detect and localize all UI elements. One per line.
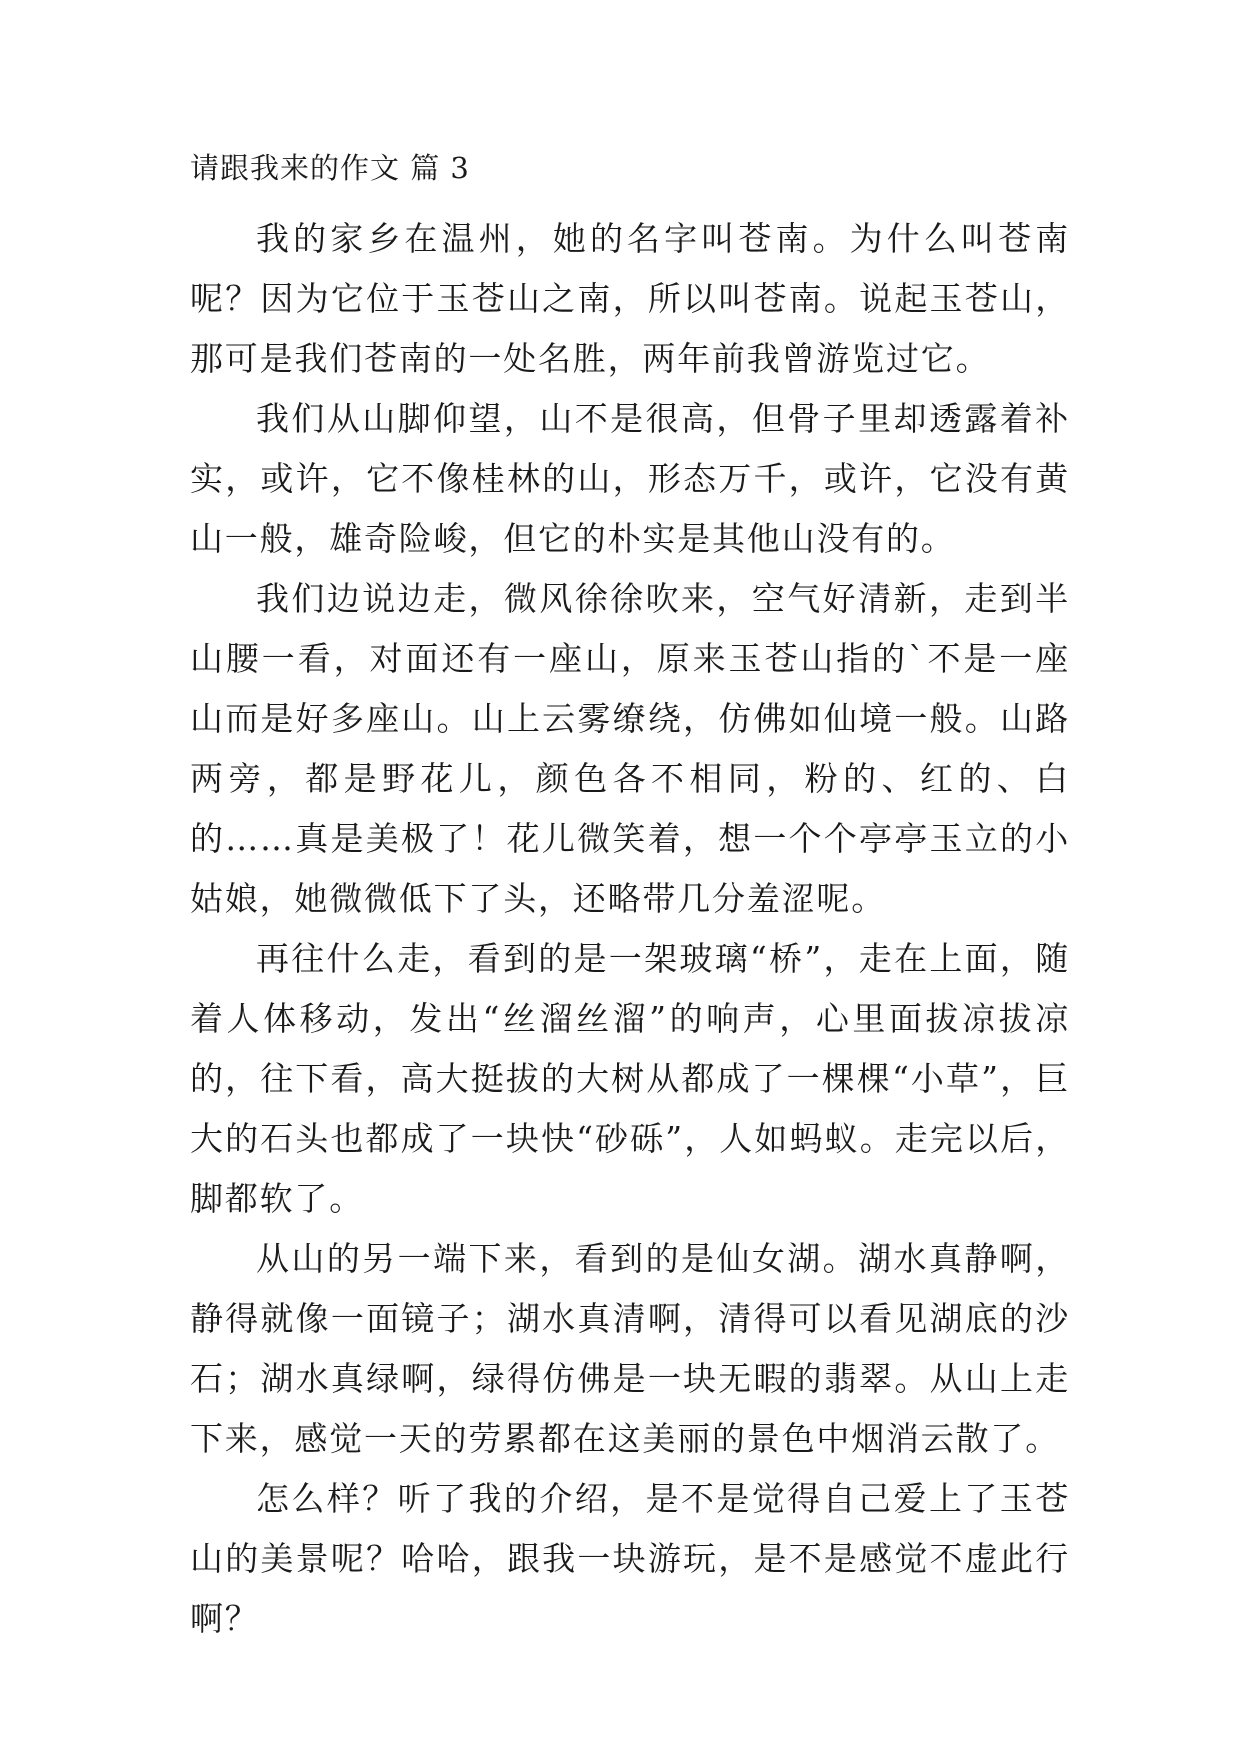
paragraph-4: 再往什么走，看到的是一架玻璃“桥”，走在上面，随着人体移动，发出“丝溜丝溜”的响声，心里面拔凉拔凉的，往下看，高大挺拔的大树从都成了一棵棵“小草”，巨大的石头也都成了一块快“砂砾”，人如蚂蚁。走完以后，脚都软了。 (190, 939, 1070, 1218)
paragraph-2: 我们从山脚仰望，山不是很高，但骨子里却透露着补实，或许，它不像桂林的山，形态万千，或许，它没有黄山一般，雄奇险峻，但它的朴实是其他山没有的。 (190, 399, 1070, 558)
paragraph-5: 从山的另一端下来，看到的是仙女湖。湖水真静啊，静得就像一面镜子；湖水真清啊，清得可以看见湖底的沙石；湖水真绿啊，绿得仿佛是一块无暇的翡翠。从山上走下来，感觉一天的劳累都在这美丽的景色中烟消云散了。 (190, 1239, 1070, 1458)
paragraph-1: 我的家乡在温州，她的名字叫苍南。为什么叫苍南呢？因为它位于玉苍山之南，所以叫苍南。说起玉苍山，那可是我们苍南的一处名胜，两年前我曾游览过它。 (190, 219, 1070, 378)
document-page (190, 150, 1070, 1649)
paragraph-6: 怎么样？听了我的介绍，是不是觉得自己爱上了玉苍山的美景呢？哈哈，跟我一块游玩，是不是感觉不虚此行啊？ (190, 1479, 1070, 1638)
document-title: 请跟我来的作文 篇 3 (190, 151, 470, 185)
paragraph-3: 我们边说边走，微风徐徐吹来，空气好清新，走到半山腰一看，对面还有一座山，原来玉苍山指的`不是一座山而是好多座山。山上云雾缭绕，仿佛如仙境一般。山路两旁，都是野花儿，颜色各不相同，粉的、红的、白的……真是美极了！花儿微笑着，想一个个亭亭玉立的小姑娘，她微微低下了头，还略带几分羞涩呢。 (190, 579, 1070, 918)
